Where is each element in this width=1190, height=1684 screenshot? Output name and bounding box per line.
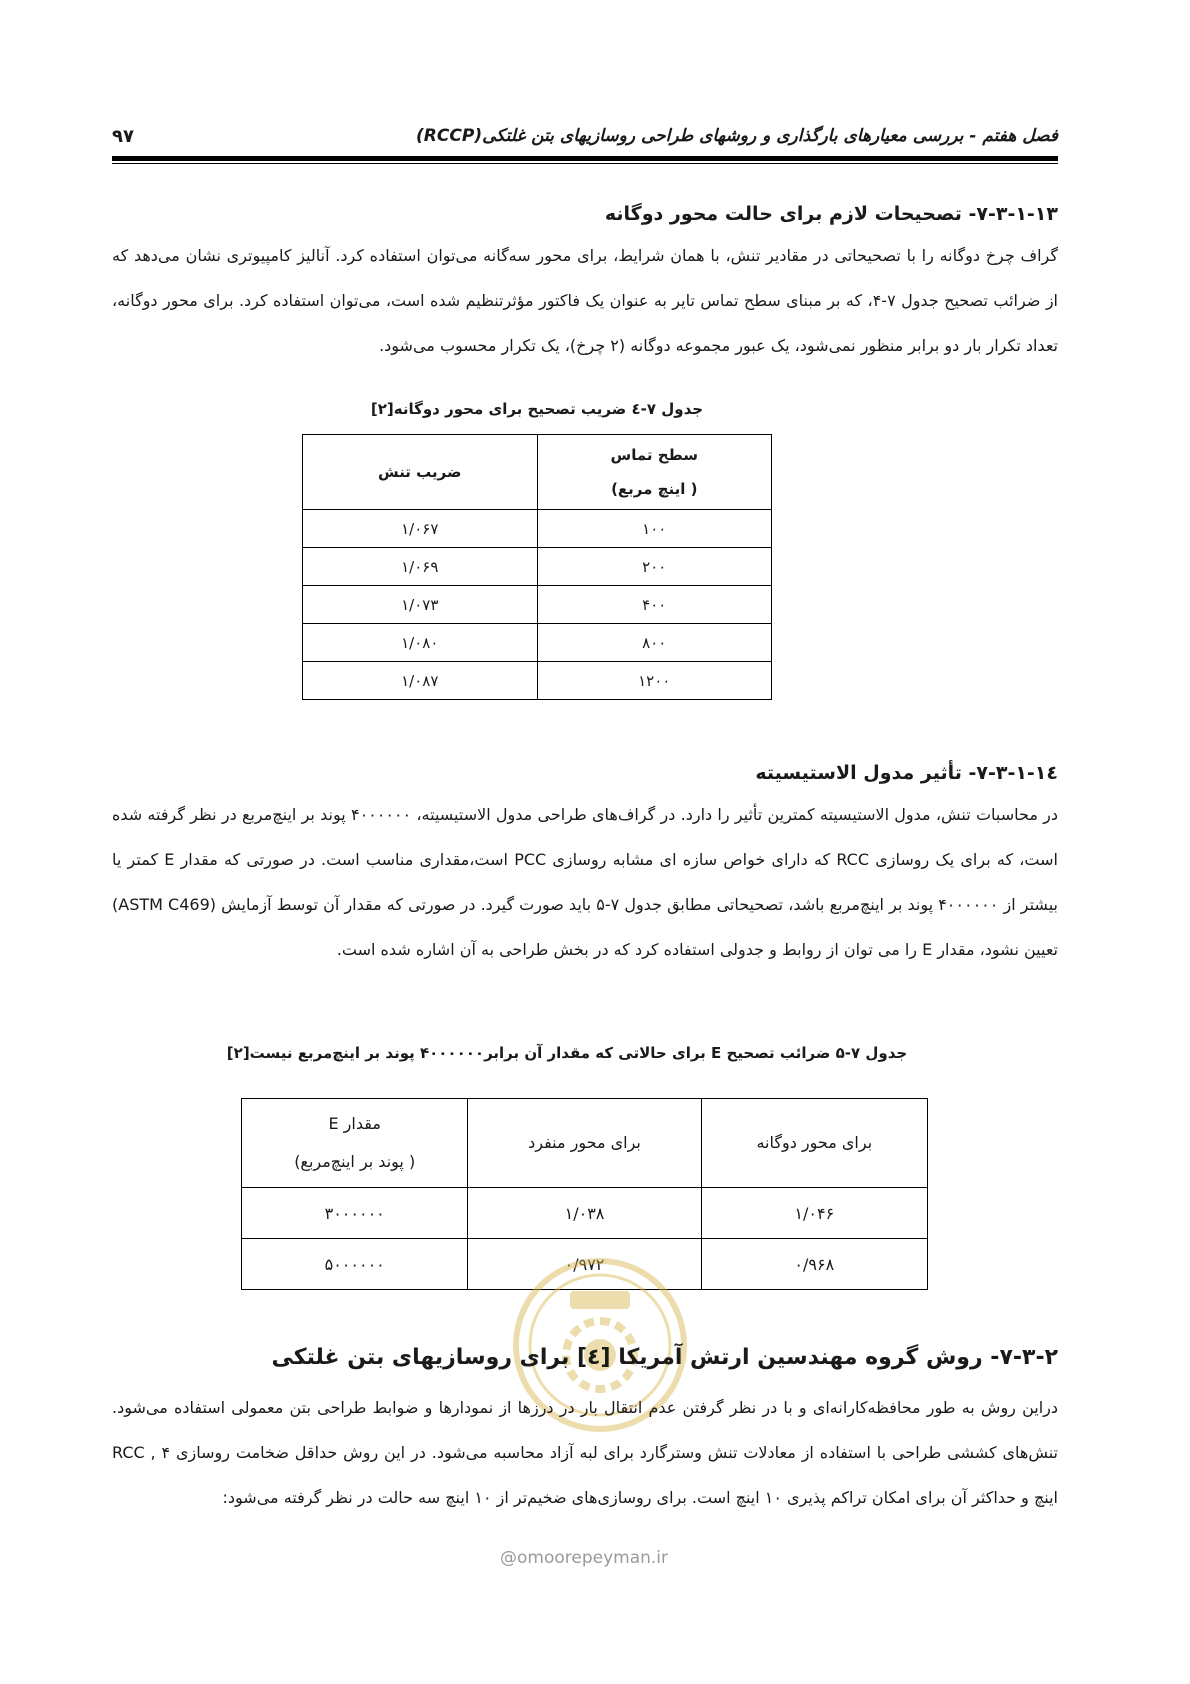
section-heading-2: ۷-۳-۲- روش گروه مهندسین ارتش آمریکا [٤] برای روسازیهای بتن غلتکی [271, 1345, 1058, 1370]
table2-caption: جدول ۷-۵ ضرائب تصحیح E برای حالاتی که مقدار آن برابر۴۰۰۰۰۰۰ پوند بر اینچ‌مربع نیست[۲] [226, 1044, 908, 1062]
table2-cell-single: ۰/۹۷۲ [468, 1239, 701, 1290]
table1-cell-area: ۸۰۰ [537, 624, 772, 662]
table2-header-row [242, 1099, 928, 1188]
table2-header-tandem: برای محور دوگانه [701, 1099, 927, 1188]
table1-header-row [303, 435, 772, 510]
table2-header-e-line1: مقدار E [328, 1114, 381, 1133]
table2-header-e [242, 1099, 468, 1188]
page-number: ۹۷ [112, 126, 134, 147]
table1-cell-factor: ۱/۰۶۷ [303, 510, 538, 548]
section-paragraph-13: گراف چرخ دوگانه را با تصحیحاتی در مقادیر تنش، با همان شرایط، برای محور سه‌گانه می‌توان استفاده کرد. آنالیز کامپیوتری نشان می‌دهد که از ضرائب تصحیح جدول ۷-۴، که بر مبنای سطح تماس تایر به عنوان یک فاکتور مؤثرتنظیم شده است، می‌توان استفاده کرد. برای محور دوگانه، تعداد تکرار بار دو برابر منظور نمی‌شود، یک عبور مجموعه دوگانه (۲ چرخ)، یک تکرار محسوب می‌شود. [112, 246, 1058, 355]
at-icon: @ [500, 1548, 517, 1568]
table2-cell-tandem: ۰/۹۶۸ [701, 1239, 927, 1290]
table1-cell-area: ۱۰۰ [537, 510, 772, 548]
table-row [303, 586, 772, 624]
table1-header-area [537, 435, 772, 510]
header-rule-thick [112, 156, 1058, 161]
table2-cell-single: ۱/۰۳۸ [468, 1188, 701, 1239]
section-paragraph-14: در محاسبات تنش، مدول الاستیسیته کمترین تأثیر را دارد. در گراف‌های طراحی مدول الاستیسیته، ۴۰۰۰۰۰۰ پوند بر اینچ‌مربع در نظر گرفته شده است، که برای یک روسازی RCC که دارای خواص سازه ای مشابه روسازی PCC است،مقداری مناسب است. در صورتی که مقدار E کمتر یا بیشتر از ۴۰۰۰۰۰۰ پوند بر اینچ‌مربع باشد، تصحیحاتی مطابق جدول ۷-۵ باید صورت گیرد. در صورتی که مقدار آن توسط آزمایش (ASTM C469) تعیین نشود، مقدار E را می توان از روابط و جدولی استفاده کرد که در بخش طراحی به آن اشاره شده است. [112, 805, 1058, 959]
table-row [303, 510, 772, 548]
table1-cell-area: ۴۰۰ [537, 586, 772, 624]
table1-cell-factor: ۱/۰۷۳ [303, 586, 538, 624]
table2-cell-e: ۵۰۰۰۰۰۰ [242, 1239, 468, 1290]
table1-caption: جدول ۷-٤ ضریب تصحیح برای محور دوگانه[۲] [370, 400, 704, 418]
section-heading-14: ۷-۳-۱-۱٤- تأثیر مدول الاستیسیته [755, 762, 1058, 784]
table-row [242, 1188, 928, 1239]
table-row [303, 548, 772, 586]
running-title: فصل هفتم - بررسی معیارهای بارگذاری و روشهای طراحی روسازیهای بتن غلتکی(RCCP) [416, 126, 1058, 146]
table1-header-area-line2: ( اینچ مربع) [611, 480, 698, 498]
table-row [303, 662, 772, 700]
header-rule-thin [112, 163, 1058, 164]
table1-cell-area: ۱۲۰۰ [537, 662, 772, 700]
table1-cell-factor: ۱/۰۶۹ [303, 548, 538, 586]
table1-cell-area: ۲۰۰ [537, 548, 772, 586]
table2-cell-e: ۳۰۰۰۰۰۰ [242, 1188, 468, 1239]
table1-header-area-line1: سطح تماس [610, 446, 698, 464]
watermark-site: omoorepeyman.ir [517, 1548, 669, 1568]
table2-header-single: برای محور منفرد [468, 1099, 701, 1188]
running-header [112, 126, 1058, 156]
watermark-url [500, 1548, 668, 1568]
table2-cell-tandem: ۱/۰۴۶ [701, 1188, 927, 1239]
table1-cell-factor: ۱/۰۸۷ [303, 662, 538, 700]
table-row [303, 624, 772, 662]
section-heading-13: ۷-۳-۱-۱۳- تصحیحات لازم برای حالت محور دوگانه [604, 203, 1058, 225]
table1 [302, 434, 772, 700]
table1-cell-factor: ۱/۰۸۰ [303, 624, 538, 662]
table2-header-e-line2: ( پوند بر اینچ‌مربع) [294, 1152, 416, 1171]
table1-header-factor: ضریب تنش [303, 435, 538, 510]
section-paragraph-2: دراین روش به طور محافظه‌کارانه‌ای و با در نظر گرفتن عدم انتقال بار در درزها از نمودارها و ضوابط طراحی بتن معمولی استفاده می‌شود. تنش‌های کششی طراحی با استفاده از معادلات تنش وسترگارد برای لبه آزاد محاسبه می‌شود. در این روش حداقل ضخامت روسازی RCC , ۴ اینچ و حداکثر آن برای امکان تراکم پذیری ۱۰ اینچ است. برای روسازی‌های ضخیم‌تر از ۱۰ اینچ سه حالت در نظر گرفته می‌شود: [112, 1398, 1059, 1507]
